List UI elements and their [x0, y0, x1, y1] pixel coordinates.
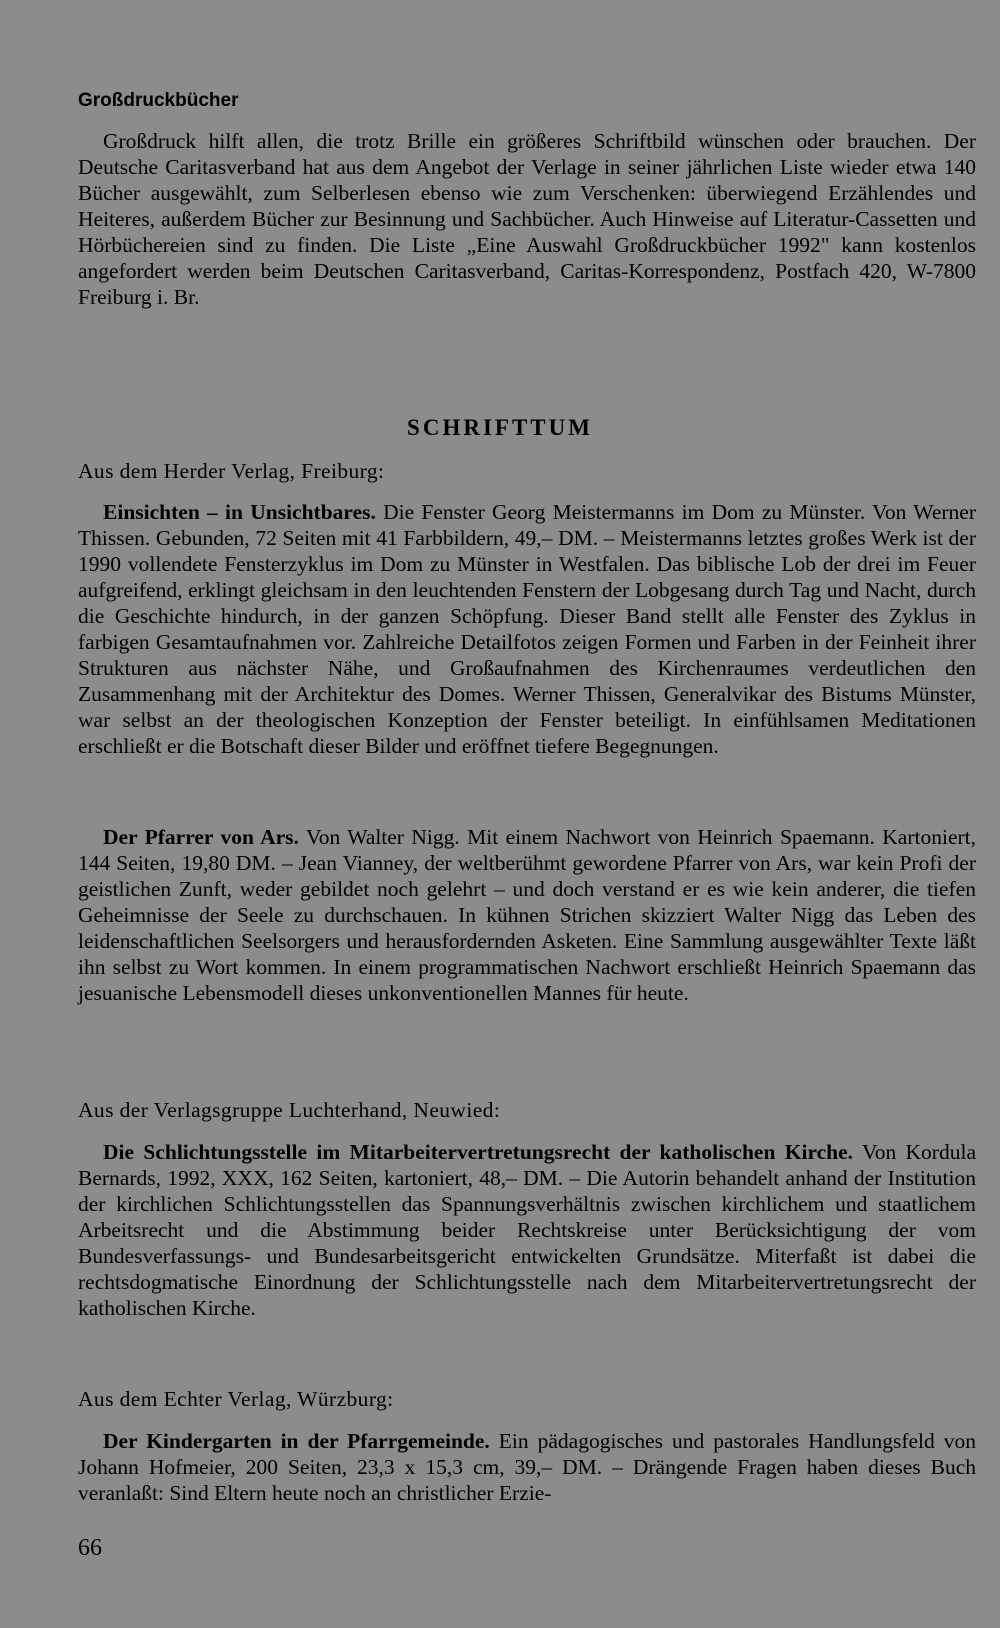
book-description: Ein pädagogisches und pastorales Handlungsfeld von Johann Hofmeier, 200 Seiten, 23,3 x 15,3 cm, 39,– DM. – Drängende Fragen haben dieses Buch veranlaßt: Sind Eltern heute noch an christlicher Erzie-	[78, 1429, 976, 1505]
publisher-luchterhand: Aus der Verlagsgruppe Luchterhand, Neuwied:	[78, 1098, 501, 1122]
book-title: Der Pfarrer von Ars.	[103, 825, 299, 849]
book-entry-pfarrer-von-ars	[78, 824, 976, 1006]
book-entry-kindergarten	[78, 1428, 976, 1506]
book-title: Die Schlichtungsstelle im Mitarbeitervertretungsrecht der katholischen Kirche.	[103, 1140, 854, 1164]
book-title: Einsichten – in Unsichtbares.	[103, 500, 376, 524]
book-description: Von Kordula Bernards, 1992, XXX, 162 Seiten, kartoniert, 48,– DM. – Die Autorin behandelt anhand der Institution der kirchlichen Schlichtungsstellen das Spannungsverhältnis zwischen kirchlichem und staatlichem Arbeitsrecht und die Abstimmung beider Rechtskreise unter Berücksichtigung der vom Bundesverfassungs- und Bundesarbeitsgericht entwickelten Grundsätze. Miterfaßt ist dabei die rechtsdogmatische Einordnung der Schlichtungsstelle nach dem Mitarbeitervertretungsrecht der katholischen Kirche.	[78, 1140, 976, 1320]
publisher-echter: Aus dem Echter Verlag, Würzburg:	[78, 1387, 394, 1411]
book-entry-schlichtungsstelle	[78, 1139, 976, 1321]
book-entry-einsichten	[78, 499, 976, 759]
publisher-herder: Aus dem Herder Verlag, Freiburg:	[78, 459, 385, 483]
section-heading: Großdruckbücher	[78, 90, 239, 111]
book-description: Die Fenster Georg Meistermanns im Dom zu Münster. Von Werner Thissen. Gebunden, 72 Seiten mit 41 Farbbildern, 49,– DM. – Meistermanns letztes großes Werk ist der 1990 vollendete Fensterzyklus im Dom zu Münster in Westfalen. Das biblische Lob der drei im Feuer aufgreifend, erklingt gleichsam in den leuchtenden Fenstern der Lobgesang durch Tag und Nacht, durch die Geschichte hindurch, in der ganzen Schöpfung. Dieser Band stellt alle Fenster des Zyklus in farbigen Gesamtaufnahmen vor. Zahlreiche Detailfotos zeigen Formen und Farben in der Feinheit ihrer Strukturen aus nächster Nähe, und Großaufnahmen des Kirchenraumes verdeutlichen den Zusammenhang mit der Architektur des Domes. Werner Thissen, Generalvikar des Bistums Münster, war selbst an der theologischen Konzeption der Fenster beteiligt. In einfühlsamen Meditationen erschließt er die Botschaft dieser Bilder und eröffnet tiefere Begegnungen.	[78, 500, 976, 758]
page-number: 66	[78, 1535, 102, 1561]
book-title: Der Kindergarten in der Pfarrgemeinde.	[103, 1429, 490, 1453]
schrifttum-title: SCHRIFTTUM	[407, 415, 593, 440]
book-description: Von Walter Nigg. Mit einem Nachwort von Heinrich Spaemann. Kartoniert, 144 Seiten, 19,80 DM. – Jean Vianney, der weltberühmt gewordene Pfarrer von Ars, war kein Profi der geistlichen Zunft, weder gebildet noch gelehrt – und doch verstand er es wie kein anderer, die tiefen Geheimnisse der Seele zu durchschauen. In kühnen Strichen skizziert Walter Nigg das Leben des leidenschaftlichen Seelsorgers und herausfordernden Asketen. Eine Sammlung ausgewählter Texte läßt ihn selbst zu Wort kommen. In einem programmatischen Nachwort erschließt Heinrich Spaemann das jesuanische Lebensmodell dieses unkonventionellen Mannes für heute.	[78, 825, 976, 1005]
grossdruck-paragraph: Großdruck hilft allen, die trotz Brille ein größeres Schriftbild wünschen oder brauchen. Der Deutsche Caritasverband hat aus dem Angebot der Verlage in seiner jährlichen Liste wieder etwa 140 Bücher ausgewählt, zum Selberlesen ebenso wie zum Verschenken: überwiegend Erzählendes und Heiteres, außerdem Bücher zur Besinnung und Sachbücher. Auch Hinweise auf Literatur-Cassetten und Hörbüchereien sind zu finden. Die Liste „Eine Auswahl Großdruckbücher 1992" kann kostenlos angefordert werden beim Deutschen Caritasverband, Caritas-Korrespondenz, Postfach 420, W-7800 Freiburg i. Br.	[78, 129, 976, 309]
